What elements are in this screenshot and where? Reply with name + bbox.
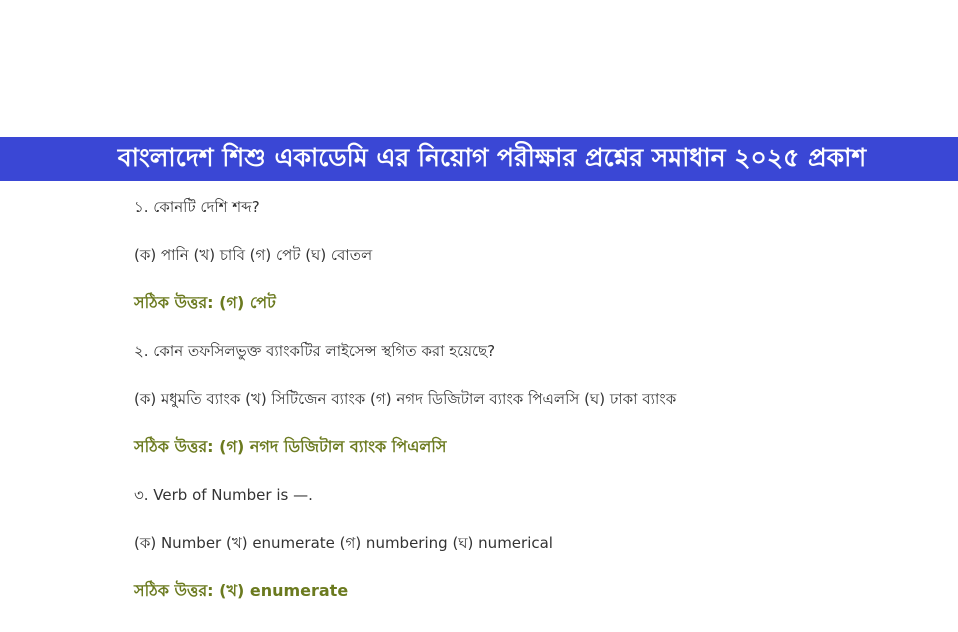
question-3-options: (ক) Number (খ) enumerate (গ) numbering (ঘ) numerical	[134, 534, 553, 552]
question-1-answer: সঠিক উত্তর: (গ) পেট	[134, 293, 276, 312]
question-2-text: ২. কোন তফসিলভুক্ত ব্যাংকটির লাইসেন্স স্থগিত করা হয়েছে?	[134, 342, 496, 360]
question-1-options: (ক) পানি (খ) চাবি (গ) পেট (ঘ) বোতল	[134, 246, 373, 264]
question-3-text: ৩. Verb of Number is —.	[134, 486, 313, 504]
question-3-answer: সঠিক উত্তর: (খ) enumerate	[134, 581, 349, 600]
question-1-text: ১. কোনটি দেশি শব্দ?	[134, 198, 260, 216]
page-title: বাংলাদেশ শিশু একাডেমি এর নিয়োগ পরীক্ষার প্রশ্নের সমাধান ২০২৫ প্রকাশ	[117, 142, 867, 172]
question-2-answer: সঠিক উত্তর: (গ) নগদ ডিজিটাল ব্যাংক পিএলসি	[134, 437, 447, 456]
question-2-options: (ক) মধুমতি ব্যাংক (খ) সিটিজেন ব্যাংক (গ) নগদ ডিজিটাল ব্যাংক পিএলসি (ঘ) ঢাকা ব্যাংক	[134, 390, 677, 408]
question-list	[134, 190, 934, 622]
page-title-banner	[0, 137, 958, 181]
